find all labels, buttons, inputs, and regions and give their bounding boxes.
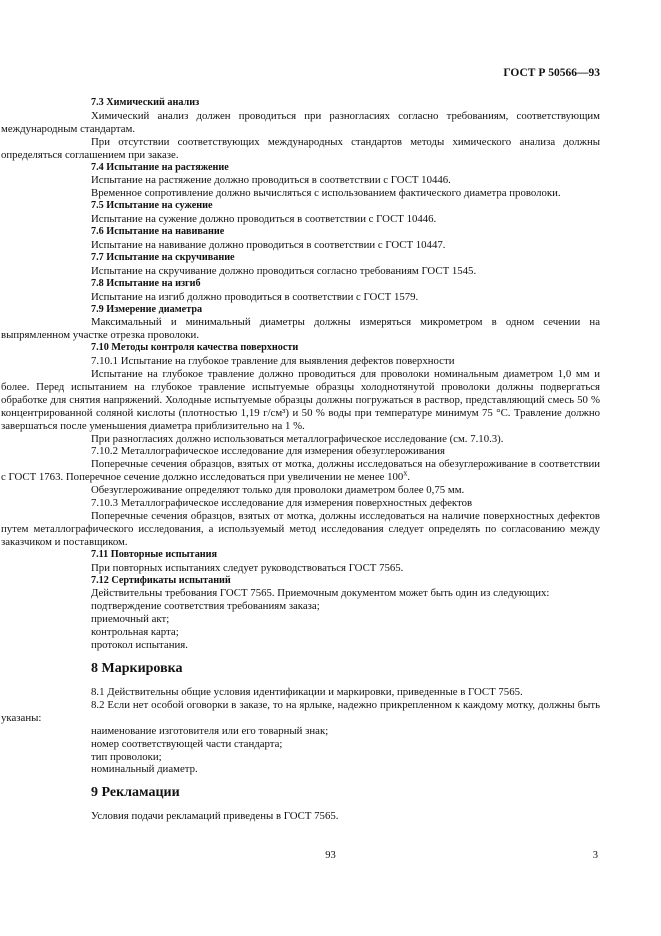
para-7-10-1-a: Испытание на глубокое травление должно проводиться для проволоки номинальным диаметром 1,0 мм и более. Перед испытанием на глубокое травление испытуемые образцы холоднотянутой проволоки должны подвергаться обработке для снятия напряжений. Холодные испытуемые образцы должны погружаться в раствор, представляющий смесь 50 % концентрированной соляной кислоты (плотностью 1,19 г/см³) и 50 % воды при температуре минимум 75 °С. Травление должно завершаться после уменьшения диаметра приблизительно на 1 %.	[1, 368, 600, 432]
subheading-7-10-1: 7.10.1 Испытание на глубокое травление для выявления дефектов поверхности	[91, 355, 455, 368]
para-7-10-1-b: При разногласиях должно использоваться металлографическое исследование (см. 7.10.3).	[91, 432, 504, 445]
para-8-2: 8.2 Если нет особой оговорки в заказе, то на ярлыке, надежно прикрепленном к каждому мотку, должны быть указаны:	[1, 698, 600, 724]
list-item: номинальный диаметр.	[91, 763, 198, 776]
heading-7-7: 7.7 Испытание на скручивание	[91, 251, 235, 263]
heading-7-8: 7.8 Испытание на изгиб	[91, 277, 201, 289]
para-7-11: При повторных испытаниях следует руководствоваться ГОСТ 7565.	[91, 561, 404, 574]
list-item: номер соответствующей части стандарта;	[91, 737, 283, 750]
para-7-6: Испытание на навивание должно проводиться в соответствии с ГОСТ 10447.	[91, 238, 446, 251]
list-item: тип проволоки;	[91, 750, 162, 763]
heading-7-9: 7.9 Измерение диаметра	[91, 303, 203, 315]
para-7-12: Действительны требования ГОСТ 7565. Приемочным документом может быть один из следующих:	[91, 587, 550, 600]
subheading-7-10-3: 7.10.3 Металлографическое исследование для измерения поверхностных дефектов	[91, 497, 473, 510]
heading-7-10: 7.10 Методы контроля качества поверхности	[91, 342, 299, 354]
para-7-8: Испытание на изгиб должно проводиться в соответствии с ГОСТ 1579.	[91, 290, 419, 303]
para-7-4-a: Испытание на растяжение должно проводиться в соответствии с ГОСТ 10446.	[91, 174, 451, 187]
section-heading-9: 9 Рекламации	[91, 785, 180, 801]
page-number-local: 3	[592, 850, 598, 861]
heading-7-5: 7.5 Испытание на сужение	[91, 200, 213, 212]
para-7-4-b: Временное сопротивление должно вычисляться с использованием фактического диаметра проволоки.	[91, 187, 561, 200]
heading-7-3: 7.3 Химический анализ	[91, 97, 200, 108]
section-heading-8: 8 Маркировка	[91, 660, 183, 676]
list-item: контрольная карта;	[91, 626, 179, 639]
para-7-5: Испытание на сужение должно проводиться в соответствии с ГОСТ 10446.	[91, 213, 437, 226]
para-7-10-2-b: Обезуглероживание определяют только для проволоки диаметром более 0,75 мм.	[91, 484, 465, 497]
document-body	[1, 97, 600, 823]
document-code-header: ГОСТ Р 50566—93	[503, 67, 600, 79]
para-7-3-a: Химический анализ должен проводиться при разногласиях согласно требованиям, соответствующим международным стандартам.	[1, 109, 600, 135]
list-item: протокол испытания.	[91, 639, 188, 652]
para-8-1: 8.1 Действительны общие условия идентификации и маркировки, приведенные в ГОСТ 7565.	[91, 685, 523, 698]
list-7-12	[91, 600, 600, 652]
para-7-10-2-a: Поперечные сечения образцов, взятых от мотка, должны исследоваться на обезуглероживание в соответствии с ГОСТ 1763. Поперечное сечение должно исследоваться при увеличении не менее $100^х$.	[1, 458, 600, 484]
magnification-superscript: х	[403, 468, 408, 478]
list-item: подтверждение соответствия требованиям заказа;	[91, 600, 320, 613]
para-7-3-b: При отсутствии соответствующих международных стандартов методы химического анализа должны определяться соглашением при заказе.	[1, 135, 600, 161]
page-number-global: 93	[325, 850, 336, 861]
para-7-7: Испытание на скручивание должно проводиться согласно требованиям ГОСТ 1545.	[91, 264, 477, 277]
subheading-7-10-2: 7.10.2 Металлографическое исследование для измерения обезуглероживания	[91, 445, 446, 458]
list-8-2	[91, 725, 600, 777]
heading-7-12: 7.12 Сертификаты испытаний	[91, 574, 231, 586]
list-item: приемочный акт;	[91, 613, 170, 626]
heading-7-6: 7.6 Испытание на навивание	[91, 226, 225, 238]
para-9: Условия подачи рекламаций приведены в ГОСТ 7565.	[91, 810, 339, 823]
para-7-10-3: Поперечные сечения образцов, взятых от мотка, должны исследоваться на наличие поверхностных дефектов путем металлографического исследования, а используемый метод исследования следует определять по согласованию между заказчиком и поставщиком.	[1, 510, 600, 548]
heading-7-11: 7.11 Повторные испытания	[91, 548, 218, 560]
list-item: наименование изготовителя или его товарный знак;	[91, 724, 329, 737]
heading-7-4: 7.4 Испытание на растяжение	[91, 161, 229, 173]
para-7-9: Максимальный и минимальный диаметры должны измеряться микрометром в одном сечении на выпрямленном участке отрезка проволоки.	[1, 316, 600, 342]
